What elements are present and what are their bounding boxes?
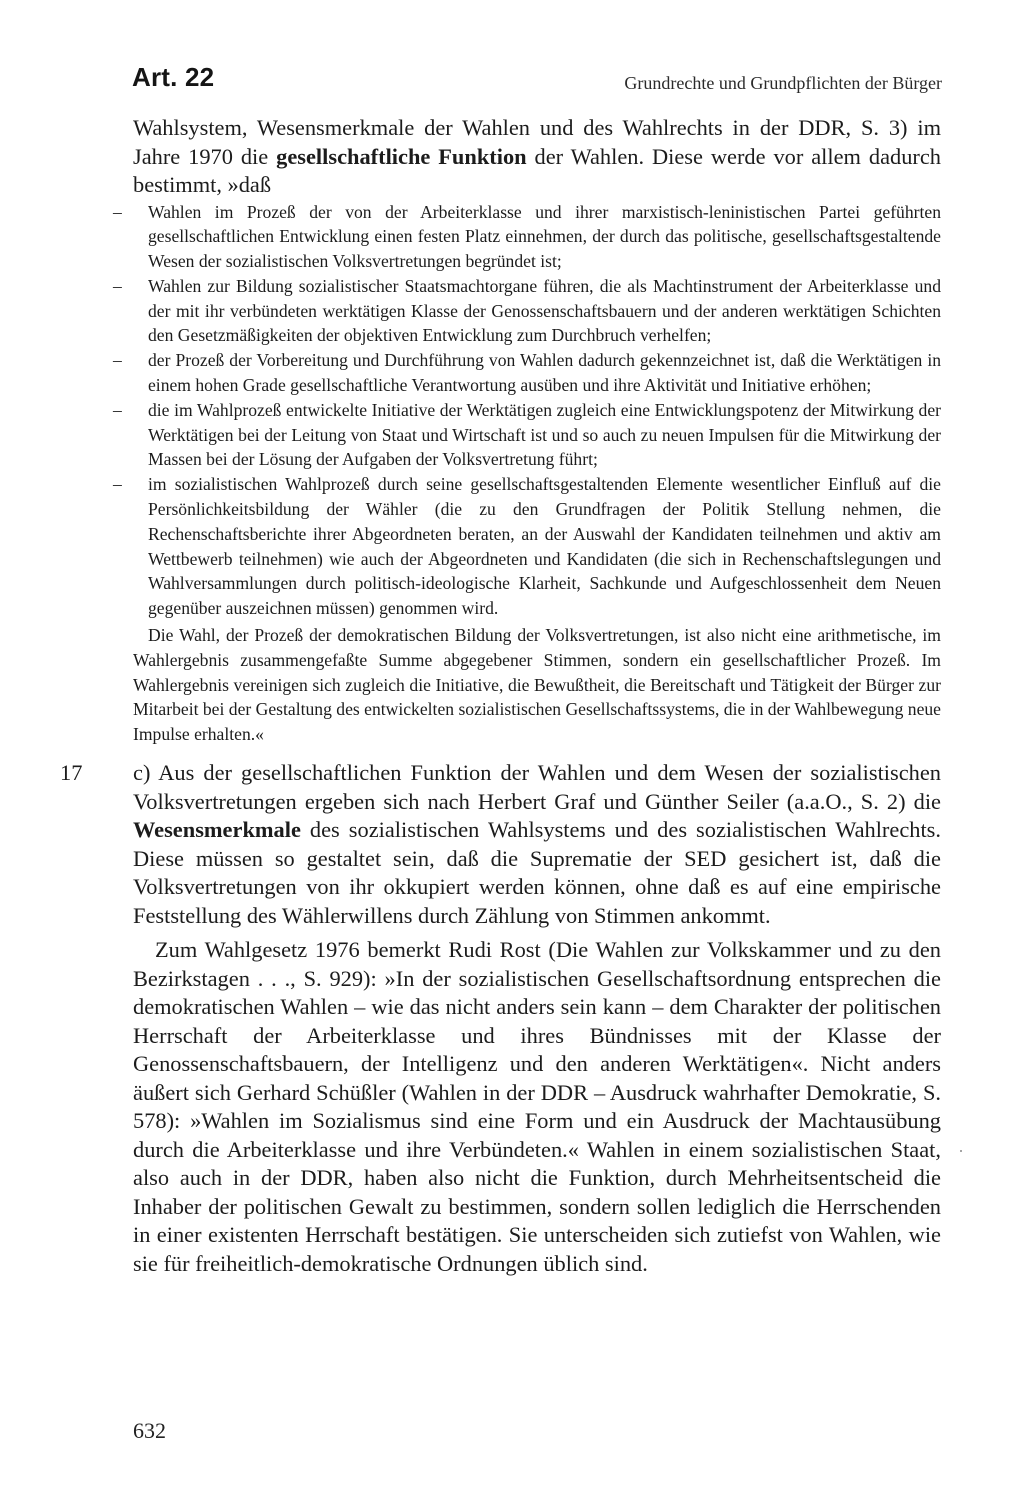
quote-list-item bbox=[113, 398, 941, 472]
intro-text-end: der Wahlen. Diese werde vor allem dadurch bestimmt, »daß bbox=[133, 143, 941, 197]
main-text bbox=[60, 114, 941, 1278]
quote-list-item bbox=[113, 274, 941, 348]
dash-marker: – bbox=[113, 474, 122, 495]
quote-item-text: Wahlen im Prozeß der von der Arbeiterklasse und ihrer marxistisch-leninistischen Partei geführten gesellschaftlichen Entwicklung einen festen Platz einnehmen, der durch das politische, gesellschaftsgestaltende Wesen der sozialistischen Volksvertretungen begründet ist; bbox=[148, 201, 941, 272]
dash-marker: – bbox=[113, 201, 122, 222]
quote-item-text: Wahlen zur Bildung sozialistischer Staatsmachtorgane führen, die als Machtinstrument der Arbeiterklasse und der mit ihr verbündeten werktätigen Klasse der Genossenschaftsbauern und der anderen werktätigen Schichten den Gesetzmäßigkeiten der objektiven Entwicklung zum Durchbruch verhelfen; bbox=[148, 275, 941, 346]
dash-marker: – bbox=[113, 399, 122, 420]
dash-marker: – bbox=[113, 350, 122, 371]
section-bold-term: Wesensmerkmale bbox=[133, 817, 301, 843]
section-text: c) Aus der gesellschaftlichen Funktion der Wahlen und dem Wesen der sozialistischen Volksvertretungen ergeben sich nach Herbert Graf und Günther Seiler (a.a.O., S. 2) die bbox=[133, 760, 941, 814]
section-text-end: des sozialistischen Wahlsystems und des sozialistischen Wahlrechts. Diese müssen so gestaltet sein, daß die Suprematie der SED gesichert ist, daß die Volksvertretungen von ihr okkupiert werden können, ohne daß es auf eine empirische Feststellung des Wählerwillens durch Zählung von Stimmen ankommt. bbox=[133, 817, 941, 928]
section-paragraph-2: Zum Wahlgesetz 1976 bemerkt Rudi Rost (Die Wahlen zur Volkskammer und zu den Bezirkstagen . . ., S. 929): »In der sozialistischen Gesellschaftsordnung entsprechen die demokratischen Wahlen – wie das nicht anders sein kann – dem Charakter der politischen Herrschaft der Arbeiterklasse und ihres Bündnisses mit der Klasse der Genossenschaftsbauern, der Intelligenz und den anderen Werktätigen«. Nicht anders äußert sich Gerhard Schüßler (Wahlen in der DDR – Ausdruck wahrhafter Demokratie, S. 578): »Wahlen im Sozialismus sind eine Form und ein Ausdruck der Machtausübung durch die Arbeiterklasse und ihre Verbündeten.« Wahlen in einem sozialistischen Staat, also auch in der DDR, haben also nicht die Funktion, durch Mehrheitsentscheid die Inhaber der politischen Gewalt zu bestimmen, sondern sollen lediglich die Herrschenden in einer existenten Herrschaft bestätigen. Sie unterscheiden sich zutiefst von Wahlen, wie sie für freiheitlich-demokratische Ordnungen üblich sind. bbox=[133, 937, 941, 1276]
quote-closing-paragraph: Die Wahl, der Prozeß der demokratischen Bildung der Volksvertretungen, ist also nicht eine arithmetische, im Wahlergebnis zusammengefaßte Summe abgegebener Stimmen, sondern ein gesellschaftlicher Prozeß. Im Wahlergebnis vereinigen sich zugleich die Initiative, die Bewußtheit, die Bereitschaft und Tätigkeit der Bürger zur Mitarbeit bei der Gestaltung des entwickelten sozialistischen Gesellschaftssystems, die in der Wahlbewegung neue Impulse erhalten.« bbox=[133, 625, 941, 745]
quote-item-text: die im Wahlprozeß entwickelte Initiative der Werktätigen zugleich eine Entwicklungspotenz der Mitwirkung der Werktätigen bei der Leitung von Staat und Wirtschaft ist und so auch zu neuen Impulsen für die Mitwirkung der Massen bei der Lösung der Aufgaben der Volksvertretung führt; bbox=[148, 399, 941, 470]
dash-marker: – bbox=[113, 275, 122, 296]
running-title: Grundrechte und Grundpflichten der Bürger bbox=[624, 73, 942, 93]
margin-number: 17 bbox=[60, 760, 83, 786]
quote-list bbox=[113, 200, 941, 622]
section-paragraph-1 bbox=[133, 759, 941, 930]
section-17 bbox=[60, 759, 941, 1278]
quote-list-item bbox=[113, 472, 941, 621]
quote-item-text: der Prozeß der Vorbereitung und Durchführung von Wahlen dadurch gekennzeichnet ist, daß die Werktätigen in einem hohen Grade gesellschaftliche Verantwortung ausüben und ihre Aktivität und Initiative erhöhen; bbox=[148, 350, 941, 396]
article-heading: Art. 22 bbox=[132, 62, 215, 92]
quote-item-text: im sozialistischen Wahlprozeß durch seine gesellschaftsgestaltenden Elemente wesentlicher Einfluß auf die Persönlichkeitsbildung der Wähler (die zu den Grundfragen der Politik Stellung nehmen, die Rechenschaftsberichte ihrer Abgeordneten beraten, an der Auswahl der Kandidaten teilnehmen und aktiv am Wettbewerb teilnehmen) wie auch der Abgeordneten und Kandidaten (die sich in Rechenschaftslegungen und Wahlversammlungen durch politisch-ideologische Klarheit, Sachkunde und Aufgeschlossenheit dem Neuen gegenüber auszeichnen müssen) genommen wird. bbox=[148, 474, 941, 619]
intro-bold-term: gesellschaftliche Funktion bbox=[276, 143, 527, 169]
page-number: 632 bbox=[133, 1418, 166, 1443]
intro-text: Wahlsystem, Wesensmerkmale der Wahlen und des Wahlrechts in der DDR, S. 3) im Jahre 1970 die bbox=[133, 115, 941, 169]
quote-list-item bbox=[113, 348, 941, 398]
scan-speck bbox=[960, 1150, 962, 1152]
quote-list-item bbox=[113, 200, 941, 274]
intro-paragraph bbox=[133, 114, 941, 200]
